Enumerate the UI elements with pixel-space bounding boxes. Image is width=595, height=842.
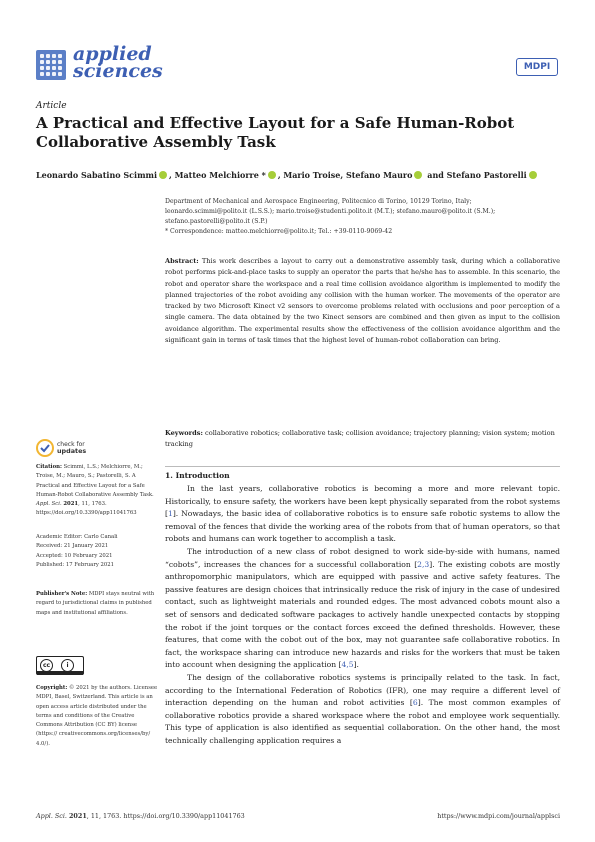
author-name[interactable]: Stefano Pastorelli — [446, 170, 527, 180]
author-list — [36, 170, 576, 180]
cc-icon: cc — [40, 659, 53, 672]
logo-dot — [40, 66, 44, 70]
journal-logo-grid — [39, 53, 63, 77]
publisher-note-label: Publisher's Note: — [36, 591, 88, 597]
citation-link[interactable]: 6 — [412, 698, 418, 708]
author-separator: and — [424, 170, 447, 180]
logo-dot — [52, 72, 56, 76]
logo-dot — [46, 72, 50, 76]
section-heading: 1. Introduction — [165, 471, 230, 480]
citation-link[interactable]: 2,3 — [417, 559, 430, 569]
orcid-icon[interactable] — [268, 171, 276, 179]
footer-year: 2021 — [68, 812, 87, 820]
affiliation-emails[interactable]: leonardo.scimmi@polito.it (L.S.S.); mario.troise@studenti.polito.it (M.T.); stefano.mauro@polito.it (S.M.); — [165, 208, 496, 215]
abstract-label: Abstract: — [165, 257, 199, 265]
publisher-note — [36, 590, 159, 618]
affiliation-emails[interactable]: stefano.pastorelli@polito.it (S.P.) — [165, 218, 268, 225]
orcid-icon[interactable] — [414, 171, 422, 179]
citation-doi[interactable]: , 11, 1763. https://doi.org/10.3390/app11041763 — [36, 501, 137, 517]
logo-dot — [58, 60, 62, 64]
paper-title: A Practical and Effective Layout for a Safe Human-Robot Collaborative Assembly Task — [36, 114, 515, 151]
citation-block — [36, 463, 159, 519]
check-updates-line2: updates — [57, 447, 87, 455]
citation-year: 2021 — [63, 501, 79, 508]
copyright-text: © 2021 by the authors. Licensee MDPI, Basel, Switzerland. This article is an open access article distributed under the terms and conditions of the Creative Commons Attribution (CC BY) license (https:// creativecommons.org/licenses/by/ 4.0/). — [36, 685, 158, 747]
check-updates-icon — [36, 438, 54, 458]
logo-dot — [58, 66, 62, 70]
footer-citation — [36, 812, 245, 820]
citation-label: Citation: — [36, 464, 62, 470]
citation-link[interactable]: 4,5 — [341, 660, 354, 670]
logo-dot — [58, 72, 62, 76]
cc-by-license-badge[interactable] — [36, 656, 84, 675]
orcid-icon[interactable] — [529, 171, 537, 179]
dates-block — [36, 533, 159, 570]
keywords-text: collaborative robotics; collaborative task; collision avoidance; trajectory planning; vision system; motion tracking — [165, 429, 555, 449]
logo-dot — [40, 60, 44, 64]
footer-journal-url[interactable]: https://www.mdpi.com/journal/applsci — [437, 812, 560, 820]
copyright-block — [36, 684, 159, 749]
author-name[interactable]: Leonardo Sabatino Scimmi — [36, 170, 158, 180]
affiliations — [165, 197, 560, 237]
logo-dot — [52, 54, 56, 58]
received-date: Received: 21 January 2021 — [36, 543, 109, 550]
publisher-note-text: MDPI stays neutral with regard to jurisdictional claims in published maps and institutional affiliations. — [36, 591, 155, 616]
footer-journal: Appl. Sci. — [36, 812, 67, 820]
logo-dot — [46, 54, 50, 58]
citation-journal: Appl. Sci. — [36, 501, 62, 508]
logo-dot — [58, 54, 62, 58]
mdpi-logo: MDPI — [516, 58, 558, 76]
attribution-icon: i — [61, 659, 74, 672]
journal-name-line1: applied — [73, 43, 152, 65]
keywords — [165, 428, 560, 451]
journal-name-line2: sciences — [73, 60, 163, 82]
correspondence: * Correspondence: matteo.melchiorre@polito.it; Tel.: +39-0110-9069-42 — [165, 228, 393, 235]
author-name[interactable]: Stefano Mauro — [345, 170, 413, 180]
author-separator: , — [277, 170, 284, 180]
check-for-updates-button[interactable] — [36, 438, 146, 460]
logo-dot — [46, 66, 50, 70]
published-date: Published: 17 February 2021 — [36, 561, 115, 568]
copyright-label: Copyright: — [36, 685, 68, 691]
paragraph: The design of the collaborative robotics systems is principally related to the task. In fact, according to the International Federation of Robotics (IFR), one may require a different level of interaction depending on the human and robot activities [6]. The most common examples of collaborative robotics provide a shared workspace where the robot and employee work sequentially. This type of application is also identified as sequential collaboration. On the other hand, the most technically challenging application requires a — [165, 672, 561, 745]
author-name[interactable]: Matteo Melchiorre * — [174, 170, 266, 180]
footer-doi[interactable]: , 11, 1763. https://doi.org/10.3390/app11041763 — [86, 812, 245, 820]
divider — [165, 466, 560, 467]
logo-dot — [52, 66, 56, 70]
affiliation-line: Department of Mechanical and Aerospace Engineering, Politecnico di Torino, 10129 Torino, Italy; — [165, 198, 472, 205]
paragraph: In the last years, collaborative robotics is becoming a more and more relevant topic. Historically, to ensure safety, the workers have been kept physically separated from the robot systems [1]. Nowadays, the basic idea of collaborative robotics is to ensure safe robotic systems to allow the removal of the fences that divide the working area of the robots from that of human operators, so that robots and humans can work together to accomplish a task. — [165, 484, 560, 544]
keywords-label: Keywords: — [165, 429, 203, 437]
article-type: Article — [36, 101, 67, 111]
journal-logo — [36, 50, 66, 80]
logo-dot — [46, 60, 50, 64]
accepted-date: Accepted: 10 February 2021 — [36, 552, 113, 559]
logo-dot — [52, 60, 56, 64]
introduction-body — [165, 483, 560, 747]
citation-text: Scimmi, L.S.; Melchiorre, M.; Troise, M.; Mauro, S.; Pastorelli, S. A Practical and Effective Layout for a Safe Human-Robot Collaborative Assembly Task. — [36, 464, 154, 498]
citation-link[interactable]: 1 — [167, 509, 173, 519]
author-separator: , — [340, 170, 346, 180]
check-updates-line1: check for — [57, 441, 85, 448]
logo-dot — [40, 54, 44, 58]
author-name[interactable]: Mario Troise — [283, 170, 341, 180]
abstract — [165, 256, 560, 346]
orcid-icon[interactable] — [159, 171, 167, 179]
logo-dot — [40, 72, 44, 76]
author-separator: , — [169, 170, 175, 180]
journal-name — [73, 43, 163, 82]
academic-editor: Academic Editor: Carlo Canali — [36, 534, 118, 540]
paragraph: The introduction of a new class of robot designed to work side-by-side with humans, named “cobots”, increases the chances for a successful collaboration [2,3]. The existing cobots are mostly anthropomorphic manipulators, which are equipped with passive and active safety features. The passive features are design choices that intrinsically reduce the risk of injury in the case of undesired contact, such as lightweight materials and rounded edges. The most advanced cobots mount also a set of sensors and dedicated software packages to actively handle unexpected contacts by stopping the robot if the joint torques or the contact forces exceed the defined thresholds. However, these features, that come with the cobot out of the box, may not guarantee safe collaborative robotics. In fact, the workspace sharing can introduce new hazards and risks for the workers that must be taken into account when designing the application [4,5]. — [165, 546, 560, 670]
abstract-text: This work describes a layout to carry out a demonstrative assembly task, during which a collaborative robot performs pick-and-place tasks to supply an operator the parts that he/she has to assemble. In this scenario, the robot and operator share the workspace and a real time collision avoidance algorithm is implemented to modify the planned trajectories of the robot avoiding any collision with the human worker. The movements of the operator are tracked by two Microsoft Kinect v2 sensors to overcome problems related with occlusions and poor perception of a single camera. The data obtained by the two Kinect sensors are combined and then given as input to the collision avoidance algorithm. The experimental results show the effectiveness of the collision avoidance algorithm and the significant gain in terms of task times that the highest level of human-robot collaboration can bring. — [165, 257, 560, 345]
